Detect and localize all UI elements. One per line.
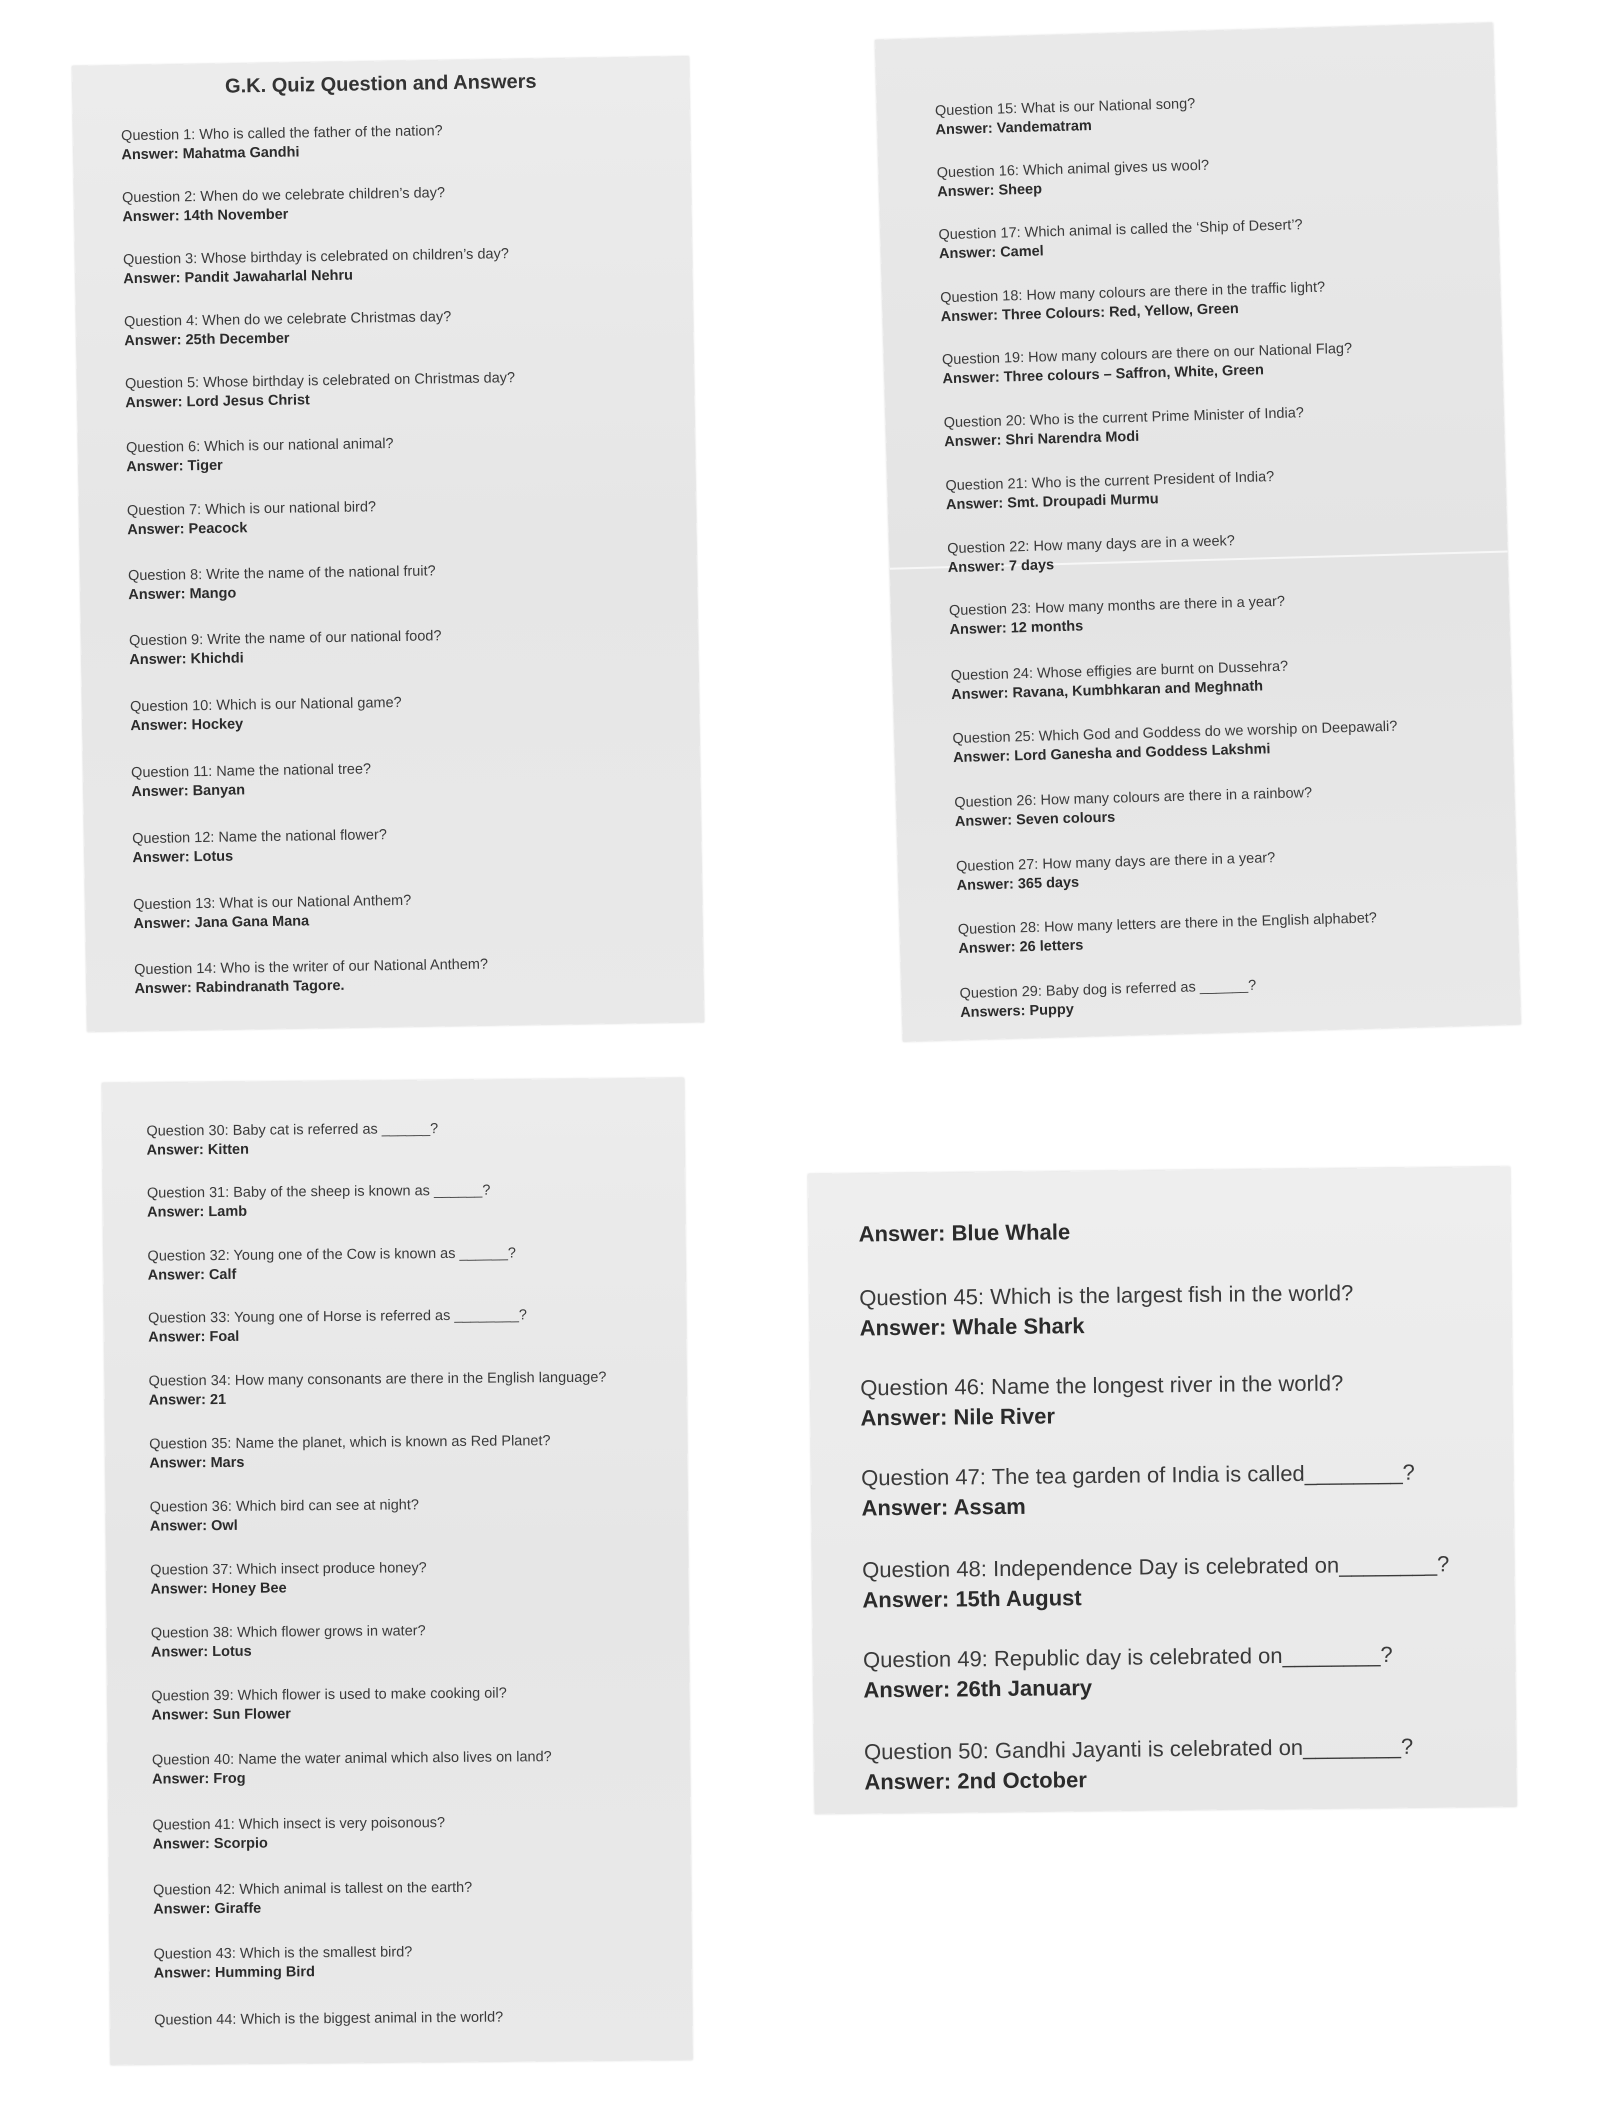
quiz-page-2 (875, 23, 1521, 1042)
question-text: Question 42: Which animal is tallest on the earth? (152, 1879, 473, 1899)
qa-item (122, 180, 682, 227)
qa-item (152, 1747, 680, 1790)
question-text: Question 21: Who is the current President of India? (945, 469, 1275, 495)
question-text: Question 47: The tea garden of India is called________? (861, 1459, 1415, 1491)
answer-text: Answer: Frog (152, 1770, 246, 1788)
qa-item (956, 843, 1507, 896)
question-text: Question 46: Name the longest river in the world? (860, 1370, 1344, 1401)
answer-text: Answer: Assam (861, 1493, 1026, 1521)
qa-item (150, 1494, 678, 1537)
answer-text: Answer: Jana Gana Mana (133, 913, 310, 933)
answer-text: Answer: Giraffe (153, 1900, 262, 1918)
answer-text: Answer: Mango (128, 585, 237, 604)
answer-text: Answer: 26th January (863, 1675, 1093, 1703)
quiz-page-1 (72, 56, 704, 1032)
qa-item (954, 779, 1505, 832)
answer-text: Answer: Sun Flower (151, 1706, 291, 1724)
answer-text: Answer: 26 letters (958, 937, 1084, 958)
answer-text: Answer: Mahatma Gandhi (121, 144, 300, 164)
question-text: Question 27: How many days are there in a year? (955, 850, 1276, 876)
answer-text: Answer: Whale Shark (859, 1313, 1085, 1341)
answer-text: Answer: Shri Narendra Modi (944, 428, 1140, 451)
question-text: Question 10: Which is our National game? (129, 694, 402, 716)
answer-text: Answer: Calf (147, 1266, 237, 1284)
qa-item (147, 1180, 675, 1223)
question-text: Question 14: Who is the writer of our National Anthem? (134, 956, 489, 979)
question-text: Question 11: Name the national tree? (130, 761, 372, 782)
answer-text: Answer: 7 days (947, 557, 1055, 577)
question-text: Question 24: Whose effigies are burnt on Dussehra? (950, 658, 1289, 685)
qa-item (127, 493, 687, 540)
question-text: Question 5: Whose birthday is celebrated on Christmas day? (124, 370, 516, 393)
qa-item (147, 1243, 675, 1286)
answer-text: Answer: Rabindranath Tagore. (134, 977, 345, 998)
question-text: Question 50: Gandhi Jayanti is celebrated on________? (863, 1733, 1414, 1765)
qa-item (132, 821, 692, 868)
question-text: Question 45: Which is the largest fish in the world? (859, 1280, 1354, 1311)
answer-text: Answer: Honey Bee (150, 1580, 287, 1598)
qa-item (154, 2007, 682, 2031)
answer-text: Answer: Pandit Jawaharlal Nehru (123, 267, 354, 288)
qa-item (131, 755, 691, 802)
question-text: Question 1: Who is called the father of the nation? (120, 123, 443, 145)
qa-item (154, 1941, 682, 1984)
question-text: Question 2: When do we celebrate children’s day? (121, 185, 446, 207)
question-text: Question 49: Republic day is celebrated on________? (862, 1641, 1393, 1673)
question-text: Question 15: What is our National song? (934, 96, 1196, 120)
qa-item (151, 1683, 679, 1726)
answer-text: Answer: Peacock (127, 520, 248, 539)
qa-item (860, 1367, 1503, 1434)
answer-text: Answer: Sheep (937, 181, 1043, 201)
quiz-page-3 (102, 1078, 693, 2065)
qa-item (943, 399, 1494, 452)
answer-text: Answer: Seven colours (954, 809, 1116, 831)
answer-text: Answer: 25th December (124, 330, 290, 350)
answer-text: Answer: Scorpio (152, 1835, 268, 1853)
qa-item (861, 1457, 1504, 1524)
question-text: Question 16: Which animal gives us wool? (936, 157, 1210, 182)
question-text: Question 25: Which God and Goddess do we worship on Deepawali? (952, 718, 1398, 748)
question-text: Question 37: Which insect produce honey? (150, 1560, 427, 1579)
answer-text: Answer: Hockey (130, 716, 244, 735)
answer-text: Answer: Lotus (132, 848, 234, 867)
qa-item (149, 1431, 677, 1474)
question-text: Question 17: Which animal is called the ‘Ship of Desert’? (938, 217, 1303, 244)
answer-text: Answer: Tiger (126, 457, 223, 476)
question-text: Question 22: How many days are in a week? (947, 533, 1236, 558)
answer-text: Answer: Three colours – Saffron, White, Green (942, 362, 1265, 388)
answer-text: Answer: Lord Ganesha and Goddess Lakshmi (952, 741, 1271, 767)
answer-text: Answer: Lamb (147, 1203, 248, 1221)
qa-item (864, 1731, 1507, 1798)
qa-item (149, 1368, 677, 1411)
qa-item (949, 587, 1500, 640)
answer-text: Answer: 14th November (122, 206, 289, 226)
qa-item (951, 652, 1502, 705)
answer-text: Answer: 15th August (862, 1585, 1082, 1613)
answer-text: Answer: Nile River (860, 1403, 1056, 1431)
question-text: Question 35: Name the planet, which is known as Red Planet? (149, 1433, 551, 1453)
question-text: Question 41: Which insect is very poisonous? (152, 1815, 446, 1834)
answer-text: Answer: Vandematram (935, 117, 1093, 139)
qa-item (863, 1639, 1506, 1706)
question-text: Question 4: When do we celebrate Christmas day? (123, 309, 452, 331)
question-text: Question 9: Write the name of our national food? (128, 628, 442, 650)
answer-text: Answer: Mars (149, 1454, 245, 1472)
answer-text: Answer: Foal (148, 1328, 240, 1346)
qa-item (121, 118, 681, 165)
question-text: Question 19: How many colours are there on our National Flag? (941, 340, 1353, 369)
question-text: Question 33: Young one of Horse is referred as ________? (147, 1307, 528, 1327)
qa-item (129, 623, 689, 670)
question-text: Question 23: How many months are there in a year? (948, 593, 1286, 620)
qa-item (146, 1118, 674, 1161)
question-text: Question 12: Name the national flower? (132, 827, 387, 848)
qa-item (128, 558, 688, 605)
question-text: Question 28: How many letters are there in the English alphabet? (957, 910, 1378, 939)
question-text: Question 18: How many colours are there in the traffic light? (940, 279, 1326, 307)
qa-item (935, 87, 1486, 140)
answer-text: Answer: Blue Whale (858, 1219, 1071, 1247)
question-text: Question 36: Which bird can see at night? (149, 1497, 419, 1516)
qa-item (947, 525, 1498, 578)
qa-item (148, 1305, 676, 1348)
qa-item (150, 1557, 678, 1600)
answer-text: Answer: Khichdi (129, 650, 244, 669)
qa-item (134, 952, 694, 999)
answer-text: Answer: Ravana, Kumbhkaran and Meghnath (951, 678, 1264, 704)
qa-item (125, 366, 685, 413)
question-text: Question 44: Which is the biggest animal in the world? (154, 2009, 504, 2029)
question-text: Question 48: Independence Day is celebrated on________? (862, 1551, 1450, 1583)
qa-item (952, 715, 1503, 768)
question-text: Question 40: Name the water animal which also lives on land? (151, 1749, 552, 1769)
qa-item (945, 462, 1496, 515)
qa-item (153, 1877, 681, 1920)
question-text: Question 7: Which is our national bird? (126, 499, 377, 520)
answer-text: Answer: Lotus (150, 1643, 252, 1661)
qa-item (959, 970, 1510, 1023)
question-text: Question 6: Which is our national animal? (125, 435, 394, 457)
question-text: Question 39: Which flower is used to make cooking oil? (151, 1685, 507, 1705)
qa-item (940, 274, 1491, 327)
qa-item (958, 906, 1509, 959)
answer-text: Answer: 2nd October (864, 1767, 1087, 1795)
answer-text: Answers: Puppy (959, 1001, 1074, 1021)
question-text: Question 29: Baby dog is referred as ______? (959, 977, 1257, 1003)
qa-item (133, 887, 693, 934)
question-text: Question 30: Baby cat is referred as ______? (146, 1121, 439, 1140)
qa-item (152, 1812, 680, 1855)
answer-text: Answer: 21 (148, 1391, 227, 1409)
qa-item (862, 1549, 1505, 1616)
answer-text: Answer: Banyan (131, 782, 246, 801)
document-title: G.K. Quiz Question and Answers (224, 70, 537, 98)
question-text: Question 3: Whose birthday is celebrated on children’s day? (122, 246, 509, 269)
question-text: Question 8: Write the name of the national fruit? (127, 563, 436, 585)
qa-item (126, 430, 686, 477)
answer-text: Answer: Smt. Droupadi Murmu (945, 491, 1159, 514)
question-text: Question 43: Which is the smallest bird? (153, 1944, 413, 1963)
quiz-page-4 (808, 1167, 1517, 1814)
question-text: Question 34: How many consonants are there in the English language? (148, 1369, 607, 1390)
answer-text: Answer: Kitten (146, 1141, 249, 1159)
question-text: Question 20: Who is the current Prime Minister of India? (943, 405, 1305, 432)
question-text: Question 13: What is our National Anthem? (133, 892, 412, 914)
qa-item (124, 304, 684, 351)
answer-text: Answer: Humming Bird (153, 1964, 315, 1982)
qa-item (859, 1277, 1502, 1344)
answer-text: Answer: Three Colours: Red, Yellow, Green (940, 300, 1240, 326)
question-text: Question 32: Young one of the Cow is known as ______? (147, 1245, 516, 1265)
answer-text: Answer: Camel (938, 243, 1044, 263)
qa-item (938, 211, 1489, 264)
qa-item (123, 242, 683, 289)
qa-item (936, 149, 1487, 202)
qa-item (858, 1213, 1500, 1250)
question-text: Question 31: Baby of the sheep is known as ______? (146, 1182, 491, 1202)
answer-text: Answer: Lord Jesus Christ (125, 392, 310, 412)
qa-item (942, 336, 1493, 389)
answer-text: Answer: 12 months (949, 618, 1084, 639)
answer-text: Answer: Owl (149, 1517, 238, 1535)
qa-item (151, 1620, 679, 1663)
question-text: Question 38: Which flower grows in water? (150, 1623, 426, 1642)
question-text: Question 26: How many colours are there in a rainbow? (954, 785, 1313, 812)
answer-text: Answer: 365 days (956, 874, 1080, 895)
qa-item (130, 689, 690, 736)
